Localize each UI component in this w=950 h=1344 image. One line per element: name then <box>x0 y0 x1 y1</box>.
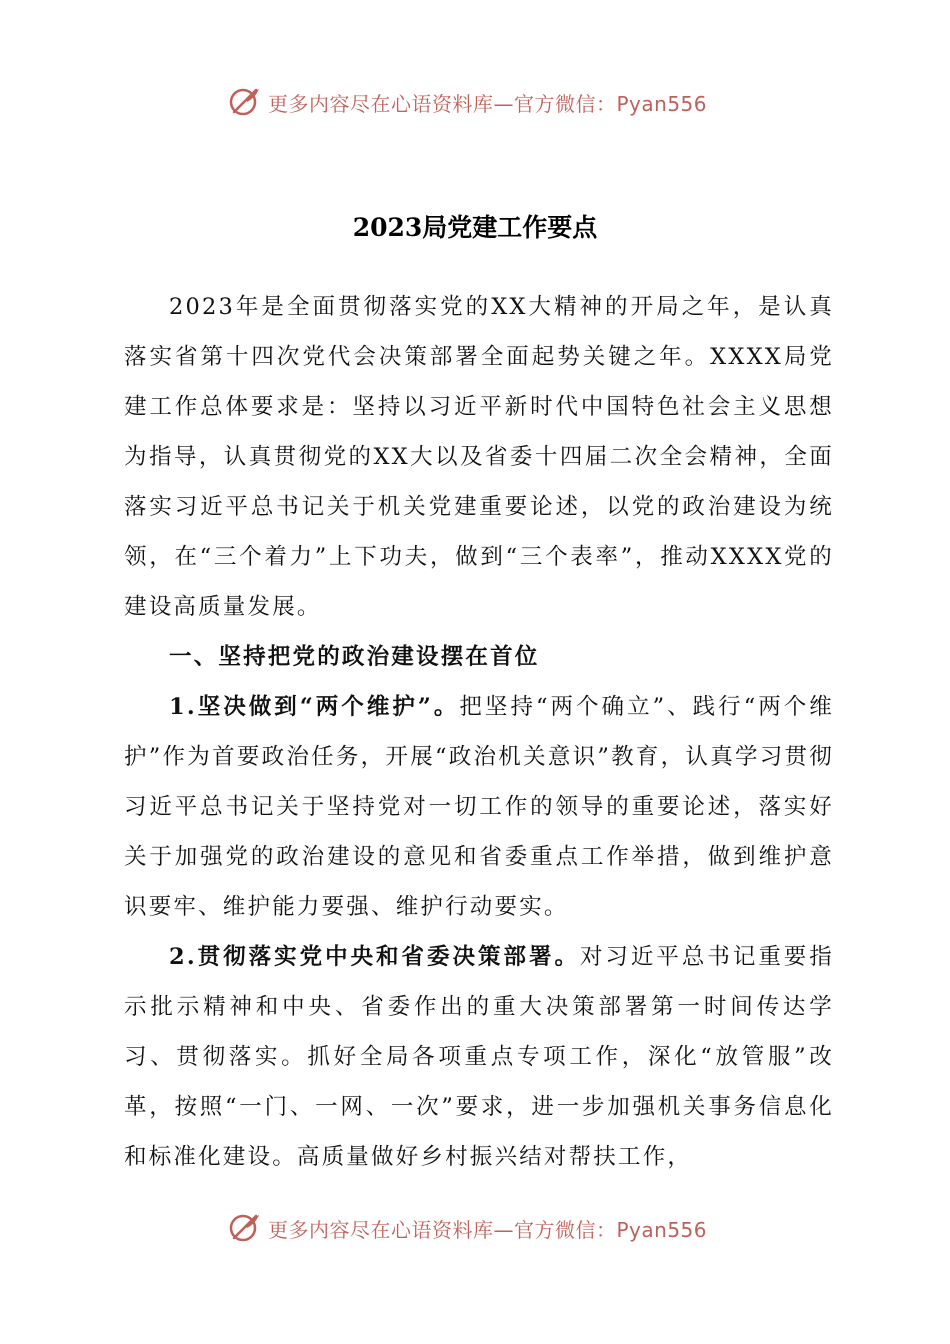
wechat-id: Pyan556 <box>616 92 708 116</box>
item-body: 把坚持“两个确立”、践行“两个维护”作为首要政治任务，开展“政治机关意识”教育，认真学习贯彻习近平总书记关于坚持党对一切工作的领导的重要论述，落实好关于加强党的政治建设的意见和省委重点工作举措，做到维护意识要牢、维护能力要强、维护行动要实。 <box>124 694 834 920</box>
quill-logo-icon <box>228 1212 262 1244</box>
footer-watermark-banner <box>0 1208 950 1248</box>
item-lead: 2.贯彻落实党中央和省委决策部署。 <box>169 944 580 970</box>
quill-logo-icon <box>228 86 262 118</box>
item-paragraph <box>124 932 834 1182</box>
section-heading: 一、坚持把党的政治建设摆在首位 <box>169 644 540 670</box>
wechat-id: Pyan556 <box>616 1218 708 1242</box>
item-paragraph <box>124 682 834 932</box>
header-watermark-banner <box>0 82 950 122</box>
document-body <box>124 282 834 1182</box>
watermark-text: 更多内容尽在心语资料库—官方微信： <box>268 1218 617 1242</box>
document-title: 2023局党建工作要点 <box>352 213 598 242</box>
item-body: 对习近平总书记重要指示批示精神和中央、省委作出的重大决策部署第一时间传达学习、贯彻落实。抓好全局各项重点专项工作，深化“放管服”改革，按照“一门、一网、一次”要求，进一步加强机关事务信息化和标准化建设。高质量做好乡村振兴结对帮扶工作， <box>124 944 834 1170</box>
watermark-text: 更多内容尽在心语资料库—官方微信： <box>268 92 617 116</box>
intro-paragraph: 2023年是全面贯彻落实党的XX大精神的开局之年，是认真落实省第十四次党代会决策部署全面起势关键之年。XXXX局党建工作总体要求是：坚持以习近平新时代中国特色社会主义思想为指导，认真贯彻党的XX大以及省委十四届二次全会精神，全面落实习近平总书记关于机关党建重要论述，以党的政治建设为统领，在“三个着力”上下功夫，做到“三个表率”，推动XXXX党的建设高质量发展。 <box>124 294 834 620</box>
item-lead: 1.坚决做到“两个维护”。 <box>169 694 460 720</box>
